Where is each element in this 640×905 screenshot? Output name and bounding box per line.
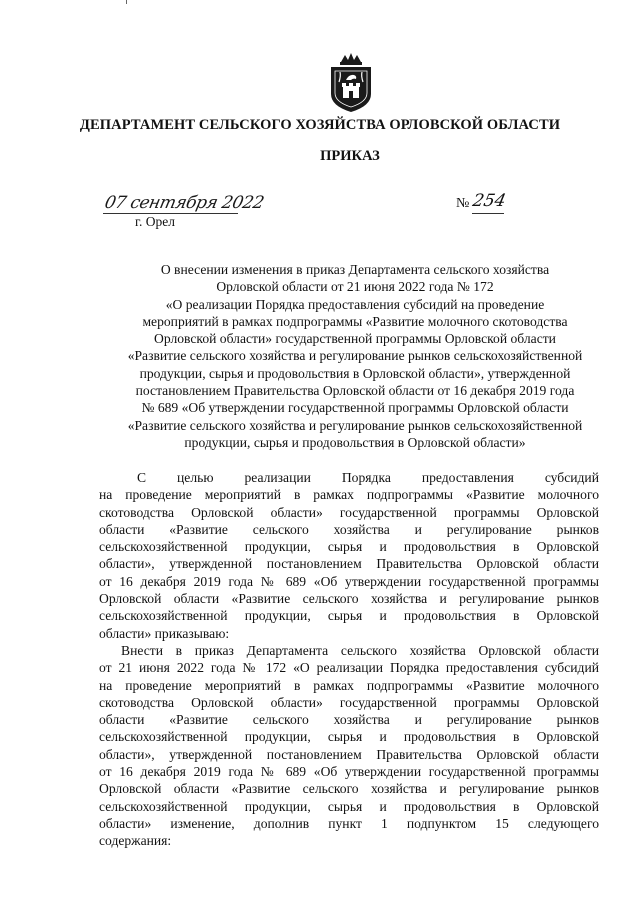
paragraph-line: сельскохозяйственной продукции, сырья и продовольствия в Орловской (99, 798, 599, 814)
paragraph-line: сельскохозяйственной продукции, сырья и продовольствия в Орловской (99, 539, 599, 555)
paragraph-line: Орловской области «Развитие сельского хозяйства и регулирование рынков (99, 591, 599, 607)
subject-line: продукции, сырья и продовольствия в Орловской области», утвержденной (139, 365, 571, 381)
paragraph-line: от 16 декабря 2019 года № 689 «Об утверждении государственной программы (99, 573, 599, 589)
paragraph-line: от 16 декабря 2019 года № 689 «Об утверждении государственной программы (99, 764, 599, 780)
paragraph-line: области «Развитие сельского хозяйства и регулирование рынков (99, 521, 599, 537)
paragraph-line: содержания: (99, 833, 172, 849)
paragraph-line: сельскохозяйственной продукции, сырья и продовольствия в Орловской (99, 608, 599, 624)
paragraph-line: области», утвержденной постановлением Правительства Орловской области (99, 746, 599, 762)
document-type-title: ПРИКАЗ (320, 148, 380, 164)
order-subject (95, 261, 615, 451)
handwritten-number: 254 (470, 191, 508, 211)
paragraph-line: области «Развитие сельского хозяйства и регулирование рынков (99, 712, 599, 728)
paragraph-line: на проведение мероприятий в рамках подпрограммы «Развитие молочного (99, 677, 599, 693)
paragraph-line: скотоводства Орловской области» государственной программы Орловской (99, 694, 599, 710)
number-label: № (456, 196, 470, 211)
handwritten-date: 07 сентября 2022 (102, 193, 266, 213)
subject-line: «Развитие сельского хозяйства и регулирование рынков сельскохозяйственной (127, 417, 583, 433)
subject-line: продукции, сырья и продовольствия в Орловской области» (184, 434, 526, 450)
subject-line: постановлением Правительства Орловской области от 16 декабря 2019 года (135, 383, 575, 399)
paragraph-line: области», утвержденной постановлением Правительства Орловской области (99, 556, 599, 572)
paragraph-line: скотоводства Орловской области» государственной программы Орловской (99, 504, 599, 520)
paragraph-line: сельскохозяйственной продукции, сырья и продовольствия в Орловской (99, 729, 599, 745)
subject-line: «Развитие сельского хозяйства и регулирование рынков сельскохозяйственной (127, 348, 583, 364)
paragraph-line: Орловской области «Развитие сельского хозяйства и регулирование рынков (99, 781, 599, 797)
paragraph-line: С целью реализации Порядка предоставления субсидий (137, 470, 599, 485)
preamble-paragraph (99, 469, 599, 642)
paragraph-line: области» изменение, дополнив пункт 1 подпунктом 15 следующего (99, 815, 599, 831)
subject-line: мероприятий в рамках подпрограммы «Развитие молочного скотоводства (142, 313, 568, 329)
subject-line: № 689 «Об утверждении государственной программы Орловской области (141, 400, 569, 416)
paragraph-line: области» приказываю: (99, 625, 230, 641)
subject-line: Орловской области» государственной программы Орловской области (154, 331, 556, 347)
scan-mark (126, 0, 127, 4)
number-underline (472, 213, 504, 214)
city-label: г. Орел (135, 214, 175, 229)
paragraph-line: на проведение мероприятий в рамках подпрограммы «Развитие молочного (99, 487, 599, 503)
subject-line: Орловской области от 21 июня 2022 года № 172 (216, 279, 494, 295)
coat-of-arms-icon (325, 52, 377, 114)
department-title: ДЕПАРТАМЕНТ СЕЛЬСКОГО ХОЗЯЙСТВА ОРЛОВСКОЙ ОБЛАСТИ (79, 117, 561, 133)
paragraph-line: от 21 июня 2022 года № 172 «О реализации Порядка предоставления субсидий (99, 660, 599, 676)
subject-line: «О реализации Порядка предоставления субсидий на проведение (165, 296, 545, 312)
paragraph-line: Внести в приказ Департамента сельского хозяйства Орловской области (121, 643, 599, 658)
order-clause-paragraph (99, 642, 599, 850)
subject-line: О внесении изменения в приказ Департамента сельского хозяйства (160, 262, 550, 277)
